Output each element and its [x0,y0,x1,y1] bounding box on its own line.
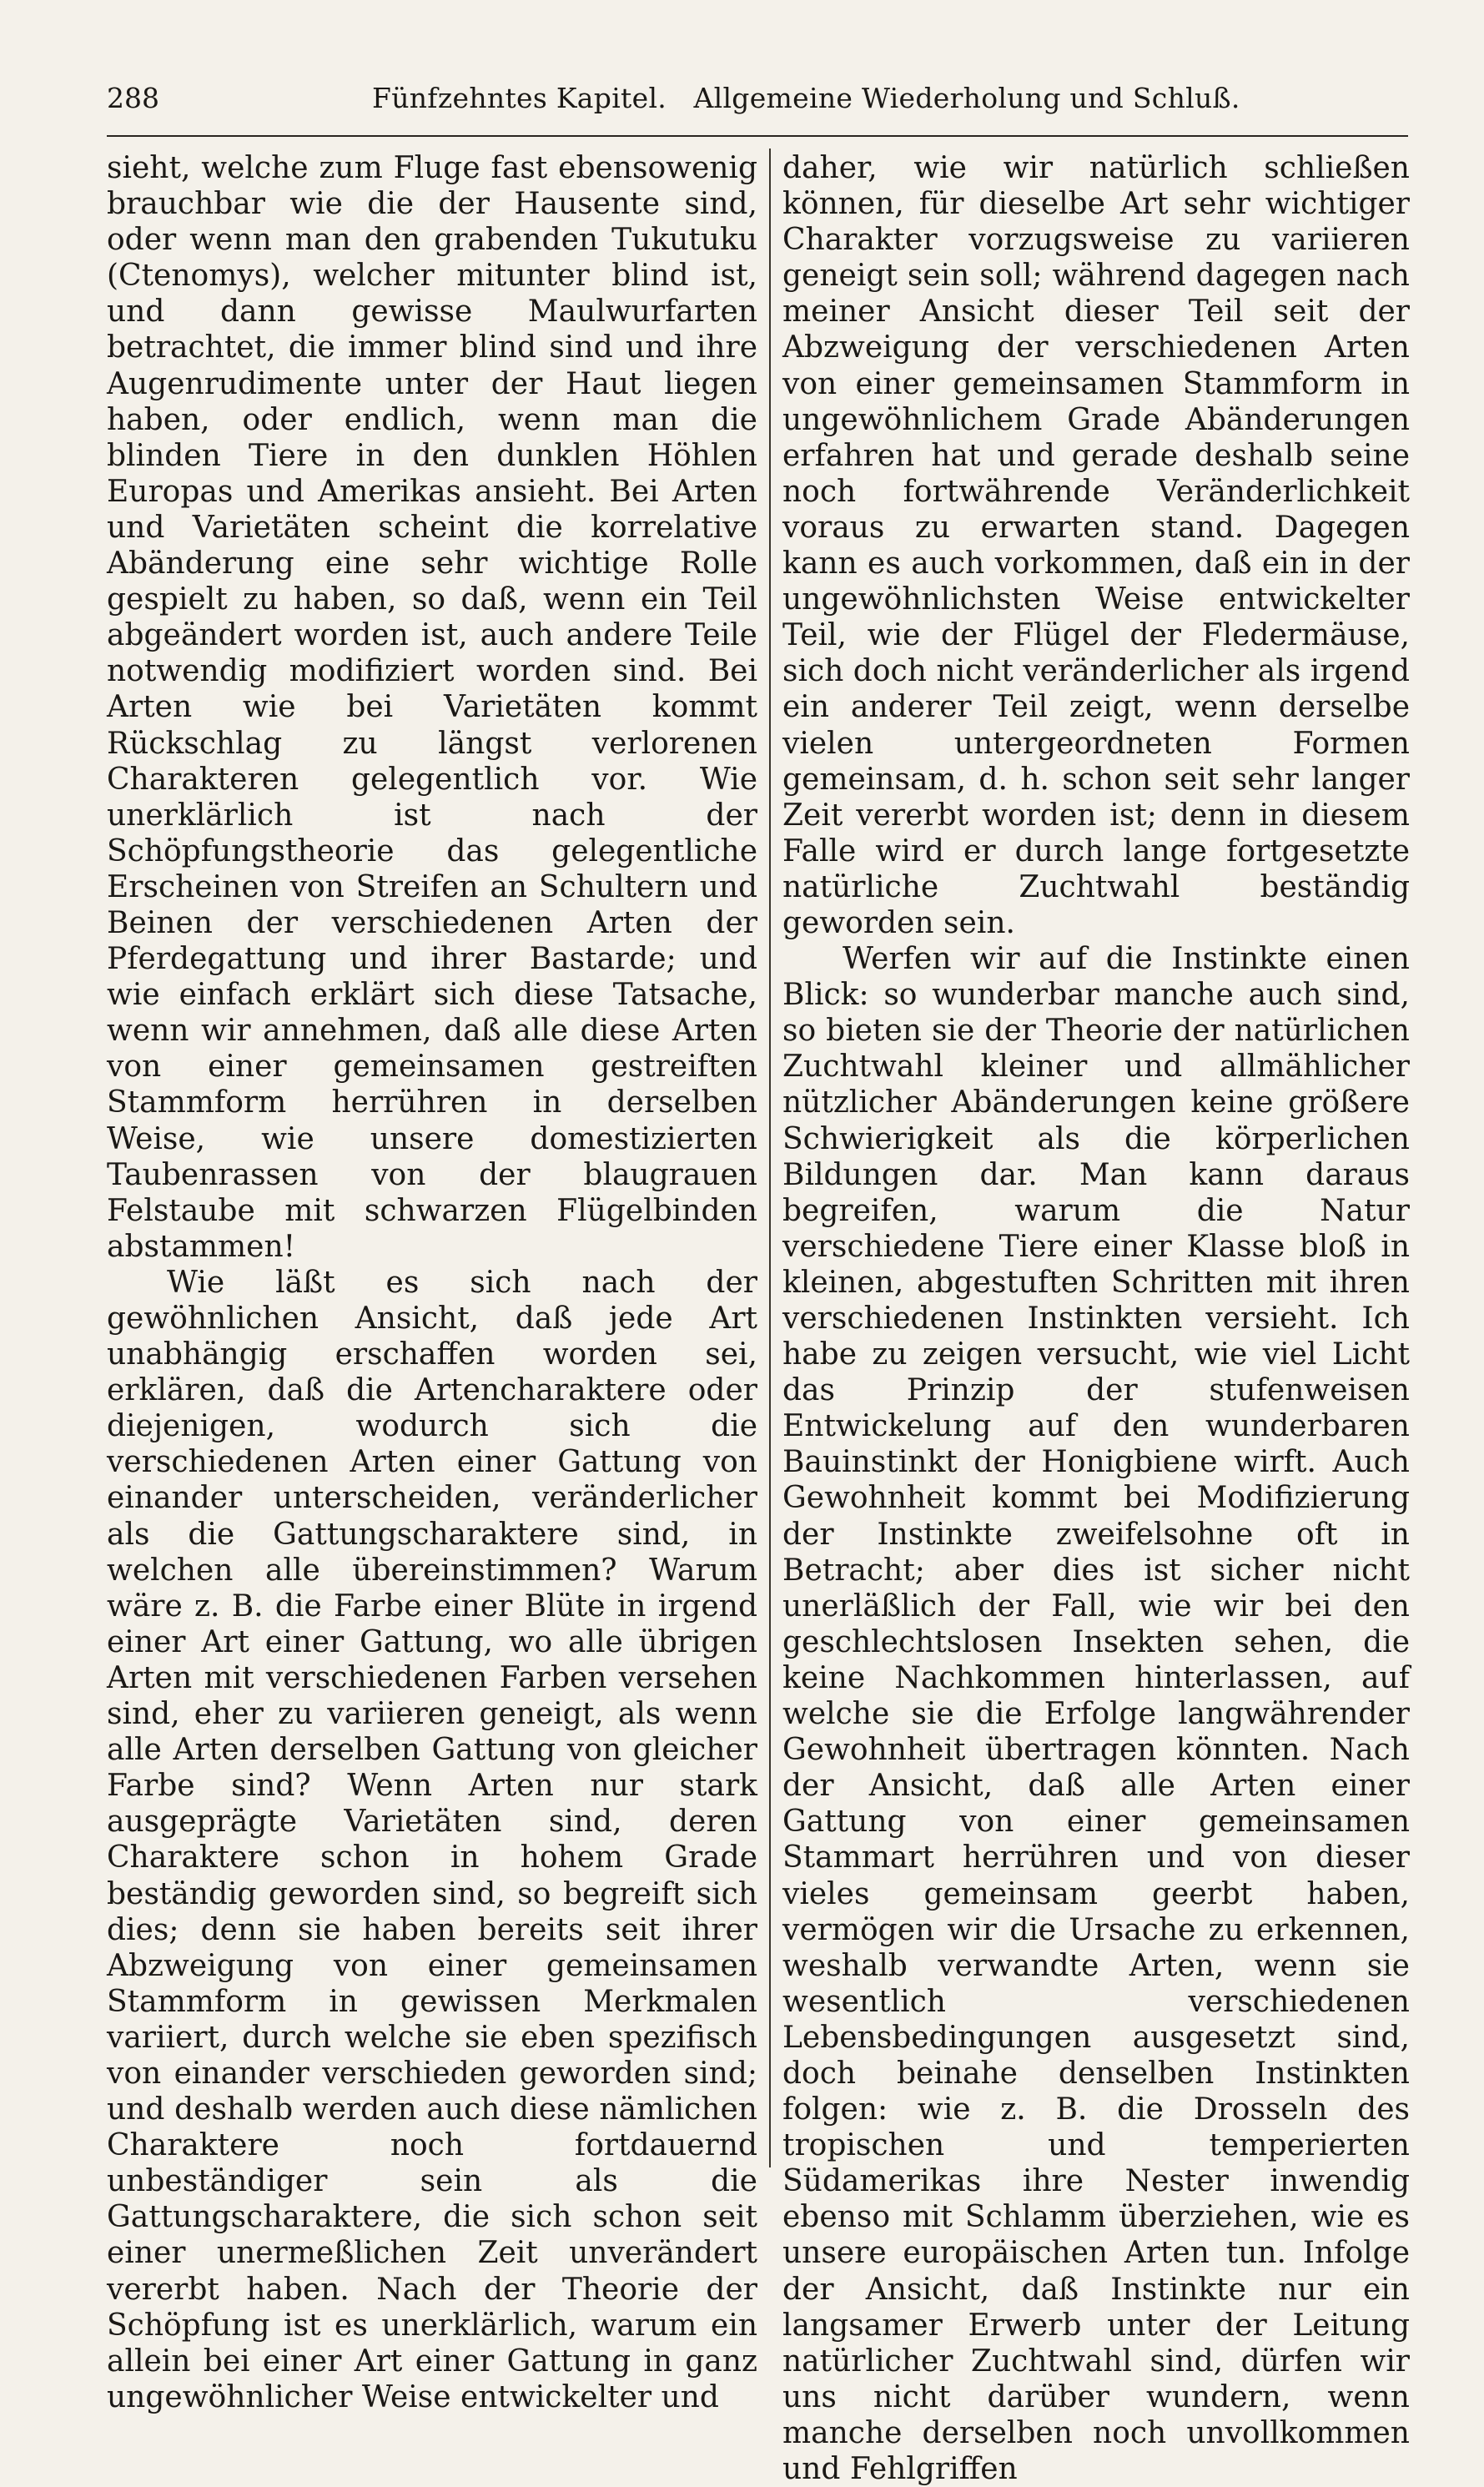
running-title: Fünfzehntes Kapitel. Allgemeine Wiederholung und Schluß. [372,82,1240,114]
header-rule [107,135,1408,137]
page-number: 288 [107,82,159,114]
left-column [107,150,757,2414]
paragraph: Werfen wir auf die Instinkte einen Blick: so wunderbar manche auch sind, so bieten sie der Theorie der natürlichen Zuchtwahl kleiner und allmählicher nützlicher Abänderungen keine größere Schwierigkeit als die körperlichen Bildungen dar. Man kann daraus begreifen, warum die Natur verschiedene Tiere einer Klasse bloß in kleinen, abgestuften Schritten mit ihren verschiedenen Instinkten versieht. Ich habe zu zeigen versucht, wie viel Licht das Prinzip der stufenweisen Entwickelung auf den wunderbaren Bauinstinkt der Honigbiene wirft. Auch Gewohnheit kommt bei Modifizierung der Instinkte zweifelsohne oft in Betracht; aber dies ist sicher nicht unerläßlich der Fall, wie wir bei den geschlechtslosen Insekten sehen, die keine Nachkommen hinterlassen, auf welche sie die Erfolge langwährender Gewohnheit übertragen könnten. Nach der Ansicht, daß alle Arten einer Gattung von einer gemeinsamen Stammart herrühren und von dieser vieles gemeinsam geerbt haben, vermögen wir die Ursache zu erkennen, weshalb verwandte Arten, wenn sie wesentlich verschiedenen Lebensbedingungen ausgesetzt sind, doch beinahe denselben Instinkten folgen: wie z. B. die Drosseln des tropischen und temperierten Südamerikas ihre Nester inwendig ebenso mit Schlamm überziehen, wie es unsere europäischen Arten tun. Infolge der Ansicht, daß Instinkte nur ein langsamer Erwerb unter der Leitung natürlicher Zuchtwahl sind, dürfen wir uns nicht darüber wundern, wenn manche derselben noch unvollkommen und Fehlgriffen [782,942,1410,2486]
paragraph: sieht, welche zum Fluge fast ebensowenig brauchbar wie die der Hausente sind, oder wenn man den grabenden Tukutuku (Ctenomys), welcher mitunter blind ist, und dann gewisse Maulwurfarten betrachtet, die immer blind sind und ihre Augenrudimente unter der Haut liegen haben, oder endlich, wenn man die blinden Tiere in den dunklen Höhlen Europas und Amerikas ansieht. Bei Arten und Varietäten scheint die korrelative Abänderung eine sehr wichtige Rolle gespielt zu haben, so daß, wenn ein Teil abgeändert worden ist, auch andere Teile notwendig modifiziert worden sind. Bei Arten wie bei Varietäten kommt Rückschlag zu längst verlorenen Charakteren gelegentlich vor. Wie unerklärlich ist nach der Schöpfungstheorie das gelegentliche Erscheinen von Streifen an Schultern und Beinen der verschiedenen Arten der Pferdegattung und ihrer Bastarde; und wie einfach erklärt sich diese Tatsache, wenn wir annehmen, daß alle diese Arten von einer gemeinsamen gestreiften Stammform herrühren in derselben Weise, wie unsere domestizierten Taubenrassen von der blaugrauen Felstaube mit schwarzen Flügelbinden abstammen! [107,151,757,1264]
column-divider [769,149,771,2167]
running-header [107,82,1408,132]
paragraph: daher, wie wir natürlich schließen können, für dieselbe Art sehr wichtiger Charakter vorzugsweise zu variieren geneigt sein soll; während dagegen nach meiner Ansicht dieser Teil seit der Abzweigung der verschiedenen Arten von einer gemeinsamen Stammform in ungewöhnlichem Grade Abänderungen erfahren hat und gerade deshalb seine noch fortwährende Veränderlichkeit voraus zu erwarten stand. Dagegen kann es auch vorkommen, daß ein in der ungewöhnlichsten Weise entwickelter Teil, wie der Flügel der Fledermäuse, sich doch nicht veränderlicher als irgend ein anderer Teil zeigt, wenn derselbe vielen untergeordneten Formen gemeinsam, d. h. schon seit sehr langer Zeit vererbt worden ist; denn in diesem Falle wird er durch lange fortgesetzte natürliche Zuchtwahl beständig geworden sein. [782,151,1410,940]
right-column [782,150,1410,2486]
paragraph: Wie läßt es sich nach der gewöhnlichen Ansicht, daß jede Art unabhängig erschaffen worden sei, erklären, daß die Artencharaktere oder diejenigen, wodurch sich die verschiedenen Arten einer Gattung von einander unterscheiden, veränderlicher als die Gattungscharaktere sind, in welchen alle übereinstimmen? Warum wäre z. B. die Farbe einer Blüte in irgend einer Art einer Gattung, wo alle übrigen Arten mit verschiedenen Farben versehen sind, eher zu variieren geneigt, als wenn alle Arten derselben Gattung von gleicher Farbe sind? Wenn Arten nur stark ausgeprägte Varietäten sind, deren Charaktere schon in hohem Grade beständig geworden sind, so begreift sich dies; denn sie haben bereits seit ihrer Abzweigung von einer gemeinsamen Stammform in gewissen Merkmalen variiert, durch welche sie eben spezifisch von einander verschieden geworden sind; und deshalb werden auch diese nämlichen Charaktere noch fortdauernd unbeständiger sein als die Gattungscharaktere, die sich schon seit einer unermeßlichen Zeit unverändert vererbt haben. Nach der Theorie der Schöpfung ist es unerklärlich, warum ein allein bei einer Art einer Gattung in ganz ungewöhnlicher Weise entwickelter und [107,1265,757,2414]
